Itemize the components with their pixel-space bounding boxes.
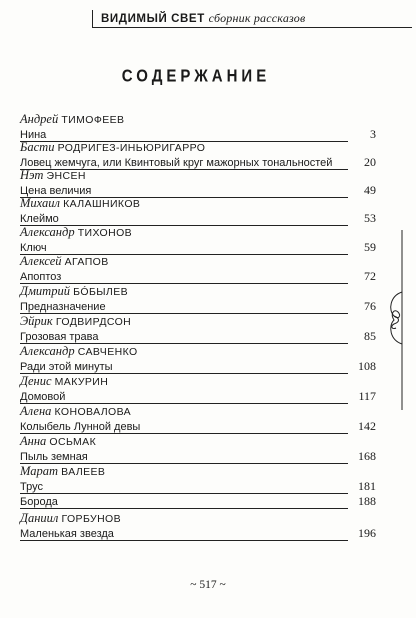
story-row	[20, 479, 376, 494]
story-page-number: 53	[364, 211, 376, 225]
header-text	[101, 11, 305, 26]
author-name	[20, 434, 376, 449]
toc-entry	[20, 374, 376, 404]
toc-heading: СОДЕРЖАНИЕ	[121, 66, 271, 87]
leader-rule	[20, 508, 348, 509]
author-first-name: Дмитрий	[20, 284, 70, 298]
story-page-number: 142	[358, 419, 376, 433]
author-surname: МАКУРИН	[54, 376, 109, 388]
author-first-name: Марат	[20, 464, 59, 478]
author-surname: ВАЛЕЕВ	[61, 466, 106, 478]
author-first-name: Даниил	[20, 511, 59, 525]
author-first-name: Анна	[20, 434, 47, 448]
story-page-number: 49	[364, 183, 376, 197]
toc-entry	[20, 196, 376, 226]
story-page-number: 108	[358, 359, 376, 373]
author-first-name: Алена	[20, 404, 52, 418]
story-title: Ловец жемчуга, или Квинтовый круг мажорных тональностей	[20, 157, 333, 169]
author-surname: КОНОВАЛОВА	[54, 406, 132, 418]
toc-entry	[20, 511, 376, 541]
toc-entry	[20, 225, 376, 255]
story-title: Трус	[20, 481, 43, 493]
story-row	[20, 329, 376, 344]
author-name	[20, 314, 376, 329]
story-page-number: 168	[358, 449, 376, 463]
author-name	[20, 511, 376, 526]
story-title: Борода	[20, 496, 58, 508]
author-name	[20, 344, 376, 359]
story-page-number: 85	[364, 329, 376, 343]
story-row	[20, 211, 376, 226]
story-page-number: 76	[364, 299, 376, 313]
author-first-name: Александр	[20, 344, 75, 358]
story-page-number: 188	[358, 494, 376, 508]
story-page-number: 72	[364, 269, 376, 283]
book-subtitle: сборник рассказов	[208, 11, 306, 25]
story-page-number: 3	[370, 127, 376, 141]
author-first-name: Александр	[20, 225, 75, 239]
story-page-number: 59	[364, 240, 376, 254]
toc-entry	[20, 314, 376, 344]
story-row	[20, 449, 376, 464]
author-first-name: Андрей	[20, 112, 59, 126]
story-page-number: 20	[364, 155, 376, 169]
author-name	[20, 168, 376, 183]
story-row	[20, 269, 376, 284]
author-first-name: Эйрик	[20, 314, 53, 328]
story-title: Нина	[20, 129, 47, 141]
author-surname: ЭНСЕН	[46, 170, 86, 182]
author-name	[20, 404, 376, 419]
story-title: Клеймо	[20, 213, 59, 225]
author-first-name: Алексей	[20, 254, 62, 268]
toc-entry	[20, 434, 376, 464]
author-name	[20, 140, 376, 155]
page-number: ~ 517 ~	[190, 579, 226, 591]
author-name	[20, 464, 376, 479]
toc-entry	[20, 404, 376, 434]
story-title: Апоптоз	[20, 271, 62, 283]
story-title: Маленькая звезда	[20, 528, 114, 540]
toc-entry	[20, 112, 376, 142]
story-row	[20, 419, 376, 434]
story-page-number: 181	[358, 479, 376, 493]
story-row	[20, 359, 376, 374]
author-first-name: Басти	[20, 140, 55, 154]
author-name	[20, 284, 376, 299]
story-row	[20, 299, 376, 314]
author-surname: САВЧЕНКО	[77, 346, 138, 358]
toc-entry	[20, 168, 376, 198]
author-first-name: Нэт	[20, 168, 44, 182]
author-surname: ОСЬМАК	[49, 436, 97, 448]
author-surname: АГАПОВ	[64, 256, 109, 268]
author-surname: ТИХОНОВ	[77, 227, 133, 239]
decorative-ornament	[384, 230, 404, 410]
author-surname: ТИМОФЕЕВ	[61, 114, 125, 126]
author-name	[20, 112, 376, 127]
author-first-name: Михаил	[20, 196, 60, 210]
leader-rule	[20, 540, 348, 541]
toc-entry	[20, 254, 376, 284]
story-row	[20, 240, 376, 255]
story-row	[20, 389, 376, 404]
toc-entry	[20, 284, 376, 314]
running-header	[92, 10, 412, 28]
book-title: ВИДИМЫЙ СВЕТ	[101, 13, 205, 25]
author-first-name: Денис	[20, 374, 52, 388]
author-surname: БÓБЫЛЕВ	[73, 286, 129, 298]
story-page-number: 117	[358, 389, 376, 403]
story-page-number: 196	[358, 526, 376, 540]
author-surname: КАЛАШНИКОВ	[63, 198, 141, 210]
story-title: Грозовая трава	[20, 331, 99, 343]
story-title: Цена величия	[20, 185, 92, 197]
author-name	[20, 196, 376, 211]
author-surname: РОДРИГЕЗ-ИНЬЮРИГАРРО	[57, 142, 206, 154]
toc-entry	[20, 464, 376, 509]
toc-entry	[20, 140, 376, 170]
story-row	[20, 494, 376, 509]
author-surname: ГОРБУНОВ	[61, 513, 122, 525]
story-title: Предназначение	[20, 301, 106, 313]
toc-entry	[20, 344, 376, 374]
author-name	[20, 254, 376, 269]
story-title: Ради этой минуты	[20, 361, 113, 373]
story-title: Домовой	[20, 391, 66, 403]
author-name	[20, 374, 376, 389]
story-title: Ключ	[20, 242, 47, 254]
story-title: Пыль земная	[20, 451, 88, 463]
author-surname: ГОДВИРДСОН	[55, 316, 132, 328]
author-name	[20, 225, 376, 240]
story-row	[20, 526, 376, 541]
story-title: Колыбель Лунной девы	[20, 421, 141, 433]
